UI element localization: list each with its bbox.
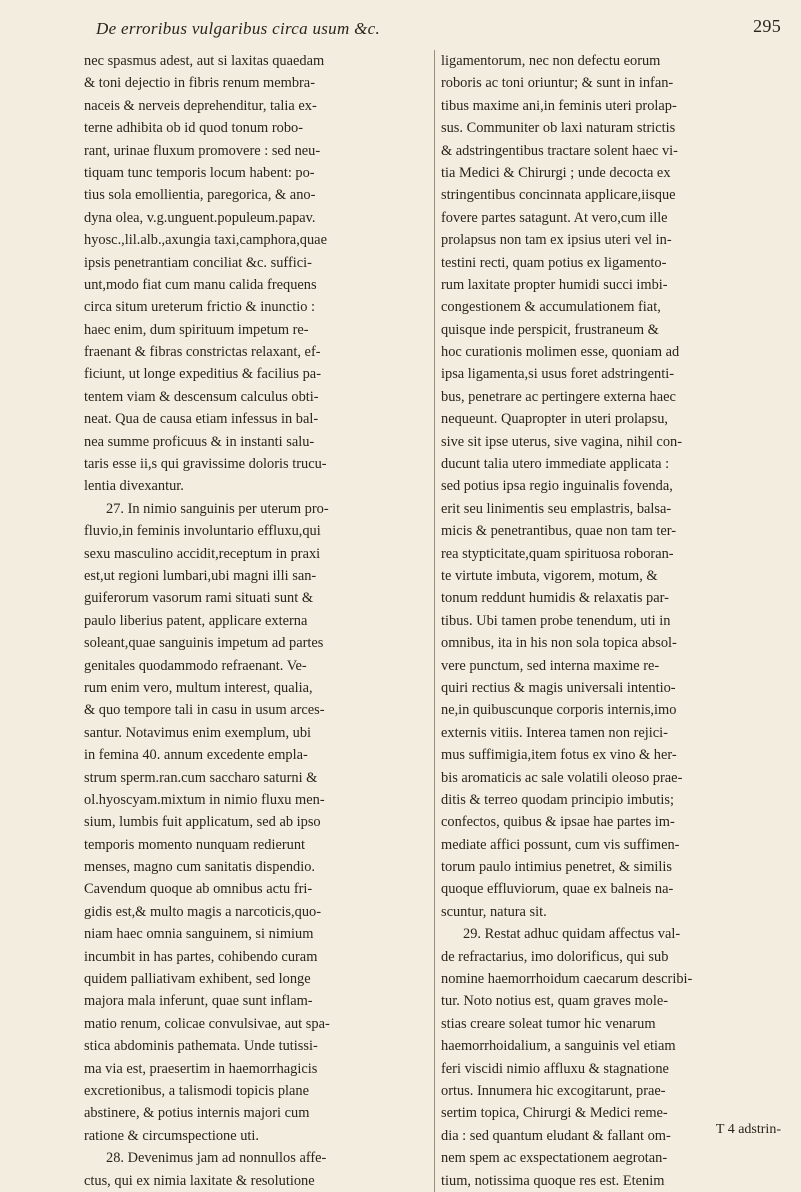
text-line: confectos, quibus & ipsae hae partes im- [441,814,675,831]
text-line: ducunt talia utero immediate applicata : [441,456,670,473]
text-line: lentia divexantur. [84,478,184,495]
text-line: stias creare soleat tumor hic venarum [441,1015,656,1032]
text-line: ortus. Innumera hic excogitarunt, prae- [441,1082,666,1099]
text-line: testini recti, quam potius ex ligamento- [441,254,667,271]
text-line: nequeunt. Quapropter in uteri prolapsu, [441,411,668,428]
text-line: ficiunt, ut longe expeditius & facilius pa- [84,366,321,383]
text-line: sed potius ipsa regio inguinalis fovenda, [441,478,673,495]
text-line: Cavendum quoque ab omnibus actu fri- [84,881,313,898]
text-line: ol.hyoscyam.mixtum in nimio fluxu men- [84,791,325,808]
text-line: stringentibus concinnata applicare,iisque [441,187,676,204]
text-line: matio renum, colicae convulsivae, aut spa- [84,1015,330,1032]
text-line: vere punctum, sed interna maxime re- [441,657,660,674]
right-column [434,50,786,1192]
left-column [84,50,429,1192]
text-line: ma via est, praesertim in haemorrhagicis [84,1060,318,1077]
text-line: strum sperm.ran.cum saccharo saturni & [84,769,318,786]
text-line: tibus. Ubi tamen probe tenendum, uti in [441,612,671,629]
text-line: torum paulo intimius penetret, & similis [441,859,673,876]
text-line: tiquam tunc temporis locum habent: po- [84,164,315,181]
text-line: nea summe proficuus & in instanti salu- [84,433,315,450]
text-line: prolapsus non tam ex ipsius uteri vel in- [441,232,672,249]
text-line: quidem palliativam exhibent, sed longe [84,971,311,988]
text-line: ipsis penetrantiam conciliat &c. suffici- [84,254,312,271]
text-line: sive sit ipse uterus, sive vagina, nihil con- [441,433,683,450]
text-line: & quo tempore tali in casu in usum arces- [84,702,325,719]
text-line: nomine haemorrhoidum caecarum describi- [441,971,693,988]
text-line: 28. Devenimus jam ad nonnullos affe- [106,1150,327,1167]
text-line: dia : sed quantum eludant & fallant om- [441,1127,671,1144]
text-line: fraenant & fibras constrictas relaxant, ef- [84,344,321,361]
text-line: unt,modo fiat cum manu calida frequens [84,276,317,293]
text-line: te virtute imbuta, vigorem, motum, & [441,567,658,584]
text-line: quisque inde perspicit, frustraneum & [441,321,659,338]
text-line: tur. Noto notius est, quam graves mole- [441,993,669,1010]
text-line: micis & penetrantibus, quae non tam ter- [441,523,677,540]
text-line: genitales quodammodo refraenant. Ve- [84,657,307,674]
text-line: majora mala inferunt, quae sunt inflam- [84,993,313,1010]
running-title: De erroribus vulgaribus circa usum &c. [96,19,381,38]
text-line: 27. In nimio sanguinis per uterum pro- [106,500,329,517]
catchword: T 4 adstrin- [715,1122,781,1137]
text-line: ligamentorum, nec non defectu eorum [441,53,661,69]
text-line: & toni dejectio in fibris renum membra- [84,75,315,92]
text-line: erit seu linimentis seu emplastris, balsa- [441,500,672,517]
text-line: ditis & terreo quodam principio imbutis; [441,791,675,808]
text-line: paulo liberius patent, applicare externa [84,612,308,629]
text-line: tium, notissima quoque res est. Etenim [441,1172,665,1189]
text-line: mus suffimigia,item fotus ex vino & her- [441,747,677,764]
text-line: nec spasmus adest, aut si laxitas quaedam [84,53,325,69]
text-line: in femina 40. annum excedente empla- [84,747,308,764]
text-line: sertim topica, Chirurgi & Medici reme- [441,1105,668,1122]
text-line: neat. Qua de causa etiam infessus in bal- [84,411,319,428]
text-line: abstinere, & potius internis majori cum [84,1105,310,1122]
text-line: tia Medici & Chirurgi ; unde decocta ex [441,164,671,181]
text-line: est,ut regioni lumbari,ubi magni illi san- [84,567,317,584]
text-line: santur. Notavimus enim exemplum, ubi [84,724,312,741]
text-line: 29. Restat adhuc quidam affectus val- [463,926,681,943]
text-line: bus, penetrare ac pertingere externa haec [441,388,676,405]
text-line: excretionibus, a talismodi topicis plane [84,1082,310,1099]
text-line: menses, magno cum sanitatis dispendio. [84,859,316,876]
text-line: sexu masculino accidit,receptum in praxi [84,545,321,562]
text-line: mediate affici possunt, cum vis suffimen- [441,836,680,853]
running-head [96,16,781,42]
text-line: taris esse ii,s qui gravissime doloris trucu- [84,456,327,473]
text-line: tibus maxime ani,in feminis uteri prolap- [441,97,677,114]
text-line: tentem viam & descensum calculus obti- [84,388,319,405]
text-line: nem spem ac exspectationem aegrotan- [441,1150,668,1167]
text-line: congestionem & accumulationem fiat, [441,299,661,316]
text-line: hyosc.,lil.alb.,axungia taxi,camphora,quae [84,232,327,249]
text-line: rum enim vero, multum interest, qualia, [84,679,313,696]
text-line: haemorrhoidalium, a sanguinis vel etiam [441,1038,676,1055]
text-line: temporis momento nunquam redierunt [84,836,306,853]
text-line: naceis & nerveis deprehenditur, talia ex- [84,97,317,114]
page-number: 295 [753,16,781,36]
text-line: rant, urinae fluxum promovere : sed neu- [84,142,321,159]
text-line: roboris ac toni oriuntur; & sunt in infan- [441,75,674,92]
text-line: soleant,quae sanguinis impetum ad partes [84,635,324,652]
text-line: bis aromaticis ac sale volatili oleoso prae- [441,769,683,786]
text-line: incumbit in has partes, cohibendo curam [84,948,318,965]
text-line: ipsa ligamenta,si usus foret adstringenti- [441,366,674,383]
text-line: rum laxitate propter humidi succi imbi- [441,276,668,293]
text-line: ne,in quibuscunque corporis internis,imo [441,702,677,719]
text-line: tonum reddunt humidis & relaxatis par- [441,590,669,607]
text-line: haec enim, dum spirituum impetum re- [84,321,309,338]
text-line: ctus, qui ex nimia laxitate & resolutione [84,1172,315,1189]
text-line: ratione & circumspectione uti. [84,1127,260,1144]
text-line: gidis est,& multo magis a narcoticis,quo- [84,903,322,920]
text-line: scuntur, natura sit. [441,903,547,920]
text-line: & adstringentibus tractare solent haec vi- [441,142,678,159]
text-line: rea stypticitate,quam spirituosa roboran- [441,545,674,562]
text-line: sium, lumbis fuit applicatum, sed ab ipso [84,814,321,831]
text-line: stica abdominis pathemata. Unde tutissi- [84,1038,318,1055]
text-line: quiri rectius & magis universali intentio- [441,679,676,696]
text-line: circa situm ureterum frictio & inunctio : [84,299,315,316]
text-line: tius sola emollientia, paregorica, & ano- [84,187,316,204]
text-line: externis vitiis. Interea tamen non rejici- [441,724,668,741]
text-line: dyna olea, v.g.unguent.populeum.papav. [84,209,316,226]
text-line: hoc curationis molimen esse, quoniam ad [441,344,680,361]
text-line: fluvio,in feminis involuntario effluxu,qui [84,523,321,540]
text-line: sus. Communiter ob laxi naturam strictis [441,120,676,137]
text-line: guiferorum vasorum rami situati sunt & [84,590,314,607]
text-line: de refractarius, imo dolorificus, qui sub [441,948,669,965]
text-line: niam haec omnia sanguinem, si nimium [84,926,314,943]
text-line: fovere partes satagunt. At vero,cum ille [441,209,668,226]
text-line: terne adhibita ob id quod tonum robo- [84,120,304,137]
text-line: omnibus, ita in his non sola topica absol- [441,635,677,652]
text-line: feri viscidi nimio affluxu & stagnatione [441,1060,669,1077]
text-line: quoque effluviorum, quae ex balneis na- [441,881,674,898]
